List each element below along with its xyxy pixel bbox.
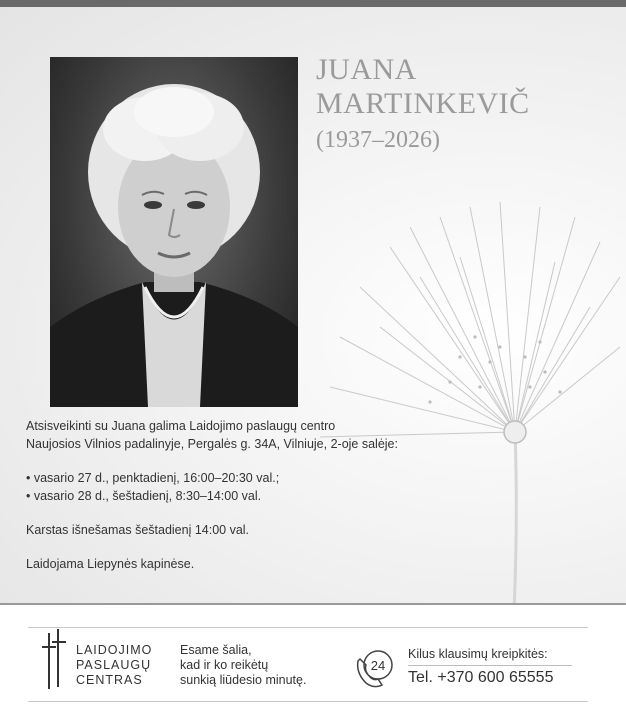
phone-24-icon [354, 647, 396, 689]
logo-line-3: CENTRAS [76, 673, 143, 687]
intro-line-2: Naujosios Vilnios padalinyje, Pergalės g. 34A, Vilniuje, 2-oje salėje: [26, 437, 398, 451]
last-name: MARTINKEVIČ [316, 87, 530, 120]
footer-divider-bottom [28, 701, 588, 702]
ceremony-details [26, 417, 446, 573]
slogan-line-3: sunkią liūdesio minutę. [180, 673, 307, 687]
schedule-item-2: • vasario 28 d., šeštadienį, 8:30–14:00 val. [26, 489, 262, 503]
funeral-service-footer [0, 605, 626, 720]
double-cross-icon [38, 629, 70, 691]
company-slogan [180, 643, 306, 688]
phone-badge-number: 24 [370, 658, 386, 673]
portrait-illustration [50, 57, 298, 407]
deceased-name-block [316, 53, 530, 155]
logo-line-2: PASLAUGŲ [76, 658, 152, 672]
life-years: (1937–2026) [316, 127, 440, 153]
logo-line-1: LAIDOJIMO [76, 643, 153, 657]
slogan-line-1: Esame šalia, [180, 643, 252, 657]
coffin-departure-text: Karstas išnešamas šeštadienį 14:00 val. [26, 523, 250, 537]
contact-phone-number[interactable]: Tel. +370 600 65555 [408, 669, 554, 686]
slogan-line-2: kad ir ko reikėtų [180, 658, 269, 672]
footer-divider-top [28, 627, 588, 628]
company-logo-text [76, 643, 152, 688]
intro-line-1: Atsisveikinti su Juana galima Laidojimo paslaugų centro [26, 419, 336, 433]
first-name: JUANA [316, 53, 417, 86]
schedule-item-1: • vasario 27 d., penktadienį, 16:00–20:30 val.; [26, 471, 280, 485]
portrait-photo [50, 57, 298, 407]
contact-divider [408, 665, 572, 666]
contact-title: Kilus klausimų kreipkitės: [408, 647, 548, 661]
burial-text: Laidojama Liepynės kapinėse. [26, 557, 195, 571]
